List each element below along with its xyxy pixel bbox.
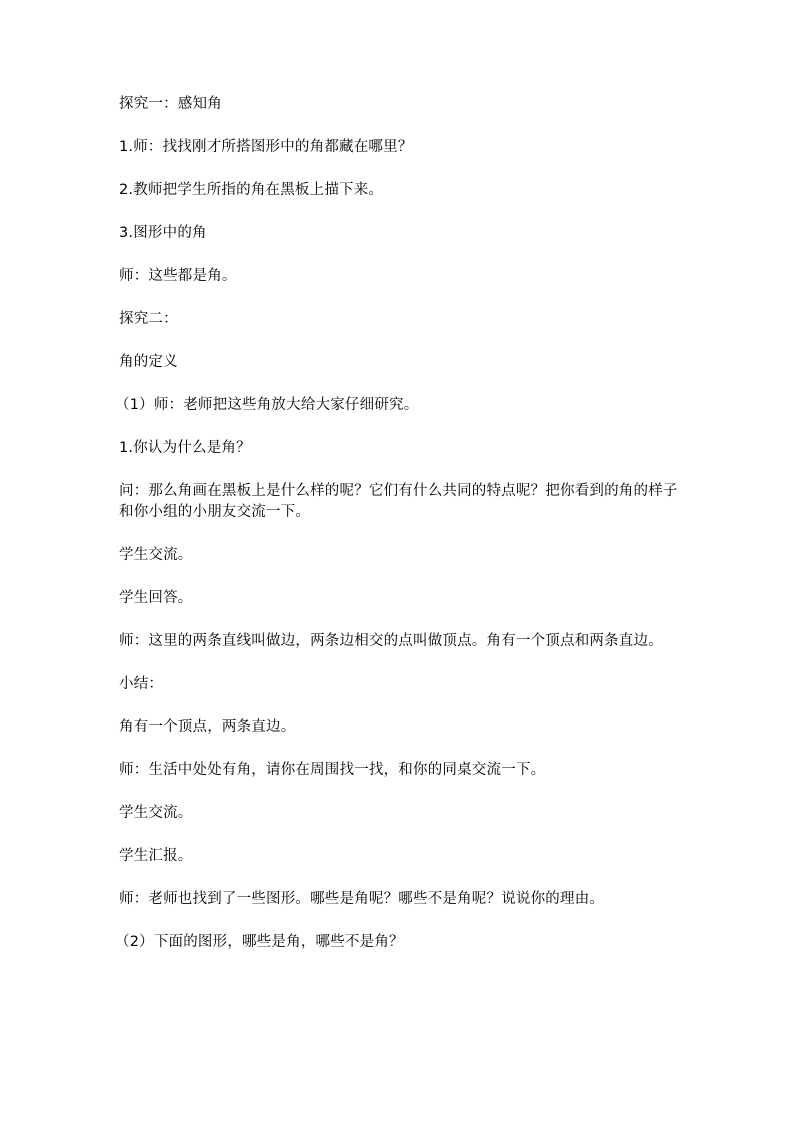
paragraph: 学生交流。 xyxy=(119,805,193,821)
paragraph: 1.你认为什么是角？ xyxy=(119,440,251,456)
paragraph: 问：那么角画在黑板上是什么样的呢？它们有什么共同的特点呢？把你看到的角的样子和你小组的小朋友交流一下。 xyxy=(119,483,678,520)
section-heading-explore-2: 探究二： xyxy=(119,311,178,327)
paragraph: （1）师：老师把这些角放大给大家仔细研究。 xyxy=(115,397,419,413)
paragraph: 1.师：找找刚才所搭图形中的角都藏在哪里？ xyxy=(119,139,413,155)
document-body xyxy=(115,94,679,975)
paragraph: 学生交流。 xyxy=(119,547,193,563)
paragraph: 3.图形中的角 xyxy=(119,225,207,241)
paragraph: 师：老师也找到了一些图形。哪些是角呢？哪些不是角呢？说说你的理由。 xyxy=(119,891,605,907)
paragraph: 师：生活中处处有角，请你在周围找一找，和你的同桌交流一下。 xyxy=(119,762,546,778)
paragraph: 学生回答。 xyxy=(119,590,193,606)
paragraph: 学生汇报。 xyxy=(119,848,193,864)
paragraph: 角有一个顶点，两条直边。 xyxy=(119,719,296,735)
paragraph: 师：这些都是角。 xyxy=(119,268,237,284)
paragraph: （2）下面的图形，哪些是角，哪些不是角？ xyxy=(115,934,404,950)
section-heading-explore-1: 探究一：感知角 xyxy=(119,96,222,112)
subheading-angle-definition: 角的定义 xyxy=(119,354,178,370)
summary-heading: 小结： xyxy=(119,676,164,692)
paragraph: 师：这里的两条直线叫做边，两条边相交的点叫做顶点。角有一个顶点和两条直边。 xyxy=(119,633,663,649)
paragraph: 2.教师把学生所指的角在黑板上描下来。 xyxy=(119,182,384,198)
